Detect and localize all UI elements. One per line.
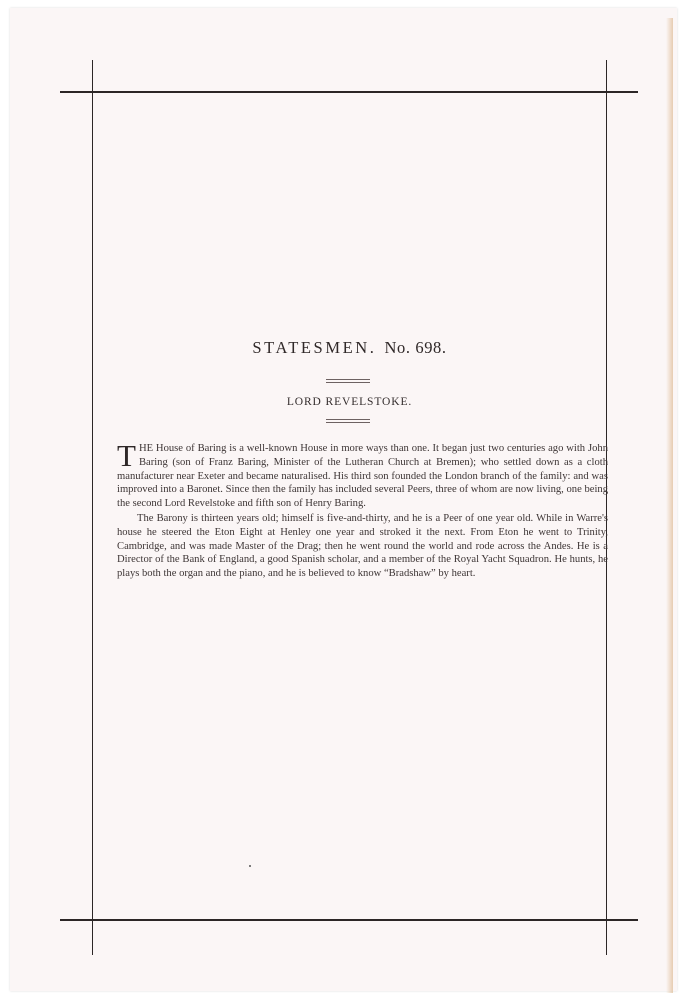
border-rule-bottom [60,919,638,921]
series-number: No. 698. [384,338,447,357]
page-edge-stain [666,18,673,993]
page-title [93,338,606,358]
paragraph-1-text: HE House of Baring is a well-known House in more ways than one. It began just two centuries ago with John Baring (son of Franz Baring, Minister of the Lutheran Church at Bremen); who settled down as a cloth manufacturer near Exeter and became naturalised. His third son founded the London branch of the family: and was improved into a Baronet. Since then the family has included several Peers, three of whom are now living, one being the second Lord Revelstoke and fifth son of Henry Baring. [117,443,608,510]
subject-name: LORD REVELSTOKE. [286,396,413,408]
paragraph-2: The Barony is thirteen years old; himself is five-and-thirty, and he is a Peer of one year old. While in Warre's house he steered the Eton Eight at Henley one year and stroked it the next. From Eton he went to Trinity, Cambridge, and was made Master of the Drag; then he went round the world and rode across the Andes. He is a Director of the Bank of England, a good Spanish scholar, and a member of the Royal Yacht Squadron. He hunts, he plays both the organ and the piano, and he is believed to know “Bradshaw” by heart. [117,512,608,580]
series-title: STATESMEN. [252,338,377,357]
border-rule-top [60,91,638,93]
article-body [117,438,608,581]
document-page [10,8,677,991]
paragraph-1 [117,438,608,511]
ornament-rule-lower-2 [326,422,370,423]
ornament-rule-lower [326,382,370,383]
drop-cap: T [117,438,136,473]
border-rule-left [92,60,93,955]
ornament-rule-upper [326,379,370,380]
ornament-rule-upper-2 [326,419,370,420]
paper-speck [249,865,251,867]
